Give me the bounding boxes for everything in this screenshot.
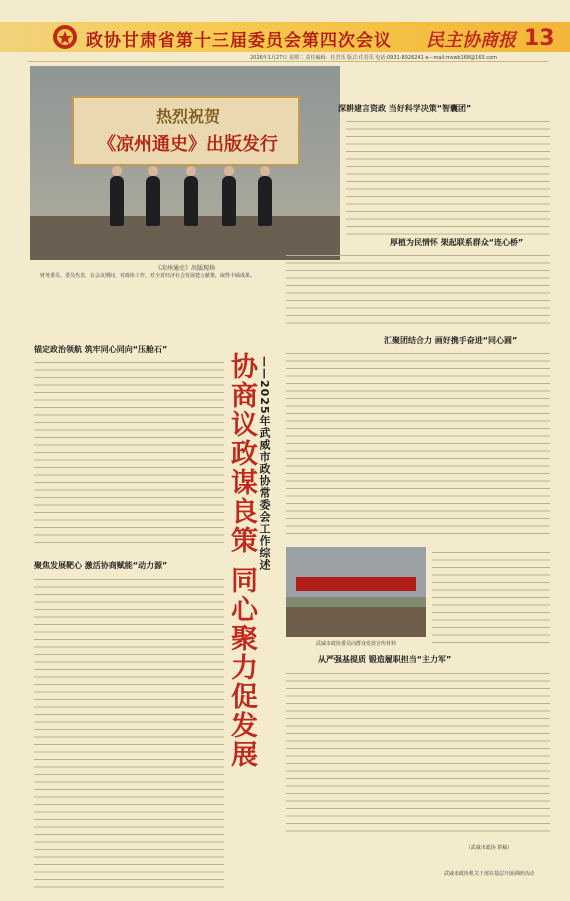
photo-book-launch [30, 66, 340, 260]
cppcc-emblem-icon [48, 22, 82, 52]
vertical-headline: 协商议政谋良策 同心聚力促发展 [226, 352, 257, 770]
section-heading: 深耕建言资政 当好科学决策“智囊团” [338, 104, 472, 113]
newspaper-brand: 民主协商报 [426, 30, 516, 51]
section-heading: 锚定政治领航 筑牢同心同向“压舱石” [34, 345, 168, 354]
article-text-block [34, 574, 224, 888]
article-text-block [432, 547, 550, 647]
photo-caption: 《凉州通史》出版现场 [154, 265, 215, 272]
article-text-block [286, 250, 550, 330]
event-banner [72, 96, 300, 166]
banner-line-1: 热烈祝贺 [155, 107, 220, 126]
banner-line-2: 《凉州通史》出版发行 [98, 134, 278, 155]
section-heading: 汇聚团结合力 画好携手奋进“同心圆” [384, 336, 518, 345]
photo-caption: 武威市政协机关干部在基层开展调研活动 [443, 871, 534, 877]
page-number: 13 [524, 26, 555, 51]
vertical-subheadline: ——2025年武威市政协常委会工作综述 [258, 356, 271, 571]
masthead-headline: 政协甘肃省第十三届委员会第四次会议 [86, 31, 392, 51]
masthead [0, 0, 570, 62]
section-heading: 从严强基提质 锻造履职担当“主力军” [318, 655, 452, 664]
lead-paragraph: 财务委员、委员代表，在会议期间，对政协工作、对全省经济社会发展建言献策，取得丰硕成果。 [40, 273, 256, 279]
divider [28, 61, 548, 62]
photo-caption: 武威市政协委员向群众发放宣传材料 [315, 641, 396, 647]
article-text-block [286, 668, 550, 836]
article-text-block [346, 116, 550, 236]
masthead-meta: 2026年1月27日 星期二 责任编辑：任晋乐 版式:任晋乐 电话:0931-8926241 e—mail:mswb168@163.com [250, 55, 497, 61]
section-heading: 聚焦发展靶心 激活协商赋能“动力源” [34, 561, 168, 570]
article-text-block [286, 348, 550, 538]
photo-community-event [286, 547, 426, 637]
section-heading: 厚植为民情怀 架起联系群众“连心桥” [390, 238, 524, 247]
byline: （武威市政协 供稿） [465, 845, 513, 851]
article-text-block [34, 357, 224, 547]
